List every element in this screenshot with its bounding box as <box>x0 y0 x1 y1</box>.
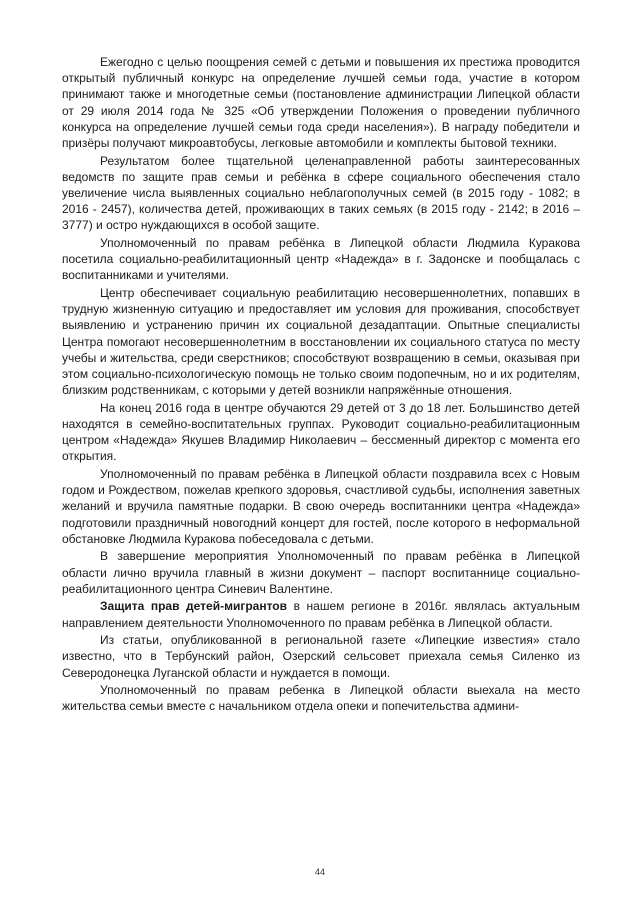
section-heading-migrant-rights: Защита прав детей-мигрантов <box>100 599 288 614</box>
paragraph-social-security-results: Результатом более тщательной целенаправленной работы заинтересованных ведомств по защите прав семьи и ребёнка в сфере социального обеспечения стало увеличение числа выявленных социально неблагополучных семей (в 2015 году - 1082; в 2016 - 2457), количества детей, проживающих в таких семьях (в 2015 году - 2142; в 2016 – 3777) и остро нуждающихся в особой защите. <box>62 153 580 233</box>
paragraph-center-visit: Уполномоченный по правам ребёнка в Липецкой области Людмила Куракова посетила социально-реабилитационный центр «Надежда» в г. Задонске и пообщалась с воспитанниками и учителями. <box>62 236 580 283</box>
paragraph-new-year-greetings: Уполномоченный по правам ребёнка в Липецкой области поздравила всех с Новым годом и Рождеством, пожелав крепкого здоровья, счастливой судьбы, исполнения заветных желаний и вручила памятные подарки. В свою очередь воспитанники центра «Надежда» подготовили праздничный новогодний концерт для гостей, после которого в неформальной обстановке Людмила Куракова побеседовала с детьми. <box>62 467 580 546</box>
paragraph-migrant-children-text: в нашем регионе в 2016г. являлась актуальным направлением деятельности Уполномоченного по правам ребёнка в Липецкой области. <box>62 599 580 630</box>
document-body <box>62 54 580 716</box>
page-number: 44 <box>314 867 325 877</box>
paragraph-migrant-children <box>62 598 580 630</box>
paragraph-center-children: На конец 2016 года в центре обучаются 29 детей от 3 до 18 лет. Большинство детей находятся в семейно-воспитательных группах. Руководит социально-реабилитационным центром «Надежда» Якушев Владимир Николаевич – бессменный директор с момента его открытия. <box>62 400 580 464</box>
paragraph-ombudsman-visit: Уполномоченный по правам ребенка в Липецкой области выехала на место жительства семьи вместе с начальником отдела опеки и попечительства админи- <box>62 683 580 714</box>
paragraph-passport-handover: В завершение мероприятия Уполномоченный по правам ребёнка в Липецкой области лично вручила главный в жизни документ – паспорт воспитаннице социально-реабилитационного центра Синевич Валентине. <box>62 549 580 596</box>
paragraph-family-contest: Ежегодно с целью поощрения семей с детьми и повышения их престижа проводится открытый публичный конкурс на определение лучшей семьи года, участие в котором принимают также и многодетные семьи (постановление администрации Липецкой области от 29 июля 2014 года № 325 «Об утверждении Положения о проведении публичного конкурса на определение лучшей семьи года среди населения»). В награду победители и призёры получают микроавтобусы, легковые автомобили и комплекты бытовой техники. <box>62 55 580 151</box>
paragraph-center-description: Центр обеспечивает социальную реабилитацию несовершеннолетних, попавших в трудную жизненную ситуацию и предоставляет им условия для проживания, способствует выявлению и устранению причин их социальной дезадаптации. Опытные специалисты Центра помогают несовершеннолетним в восстановлении их социального статуса по месту учебы и жительства, среди сверстников; способствуют возвращению в семьи, оказывая при этом социально-психологическую помощь не только своим подопечным, но и их родителям, близким родственникам, с которыми у детей возникли напряжённые отношения. <box>62 286 580 398</box>
paragraph-newspaper-article: Из статьи, опубликованной в региональной газете «Липецкие известия» стало известно, что в Тербунский район, Озерский сельсовет приехала семья Силенко из Северодонецка Луганской области и нуждается в помощи. <box>62 633 580 680</box>
